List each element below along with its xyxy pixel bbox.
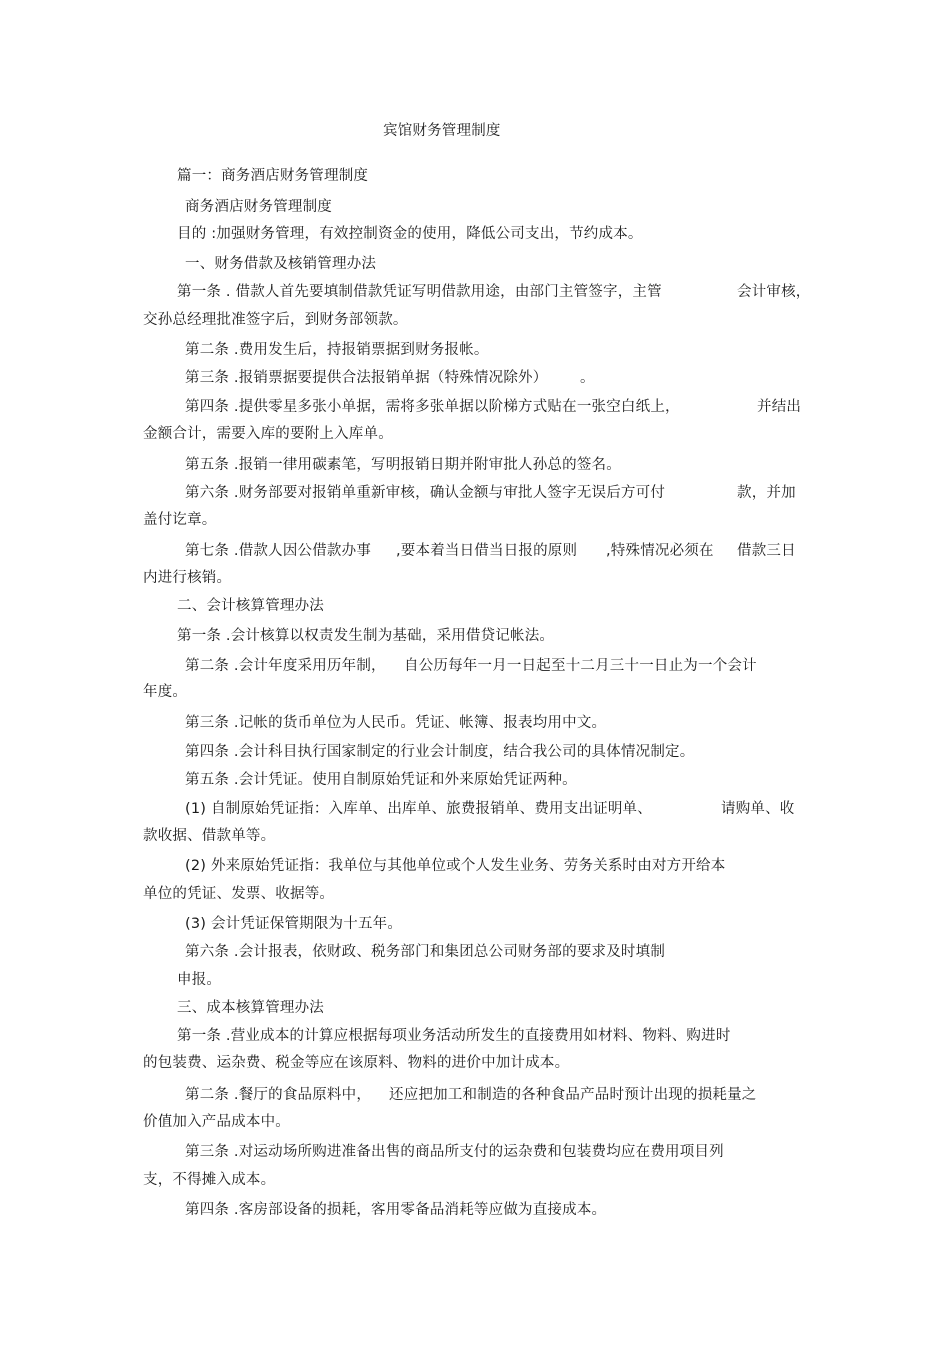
text-line: 单位的凭证、发票、收据等。 [143, 886, 335, 902]
text-line: 商务酒店财务管理制度 [185, 199, 332, 215]
text-line: ,要本着当日借当日报的原则 [396, 543, 578, 559]
text-line: 第二条 .餐厅的食品原料中， [185, 1087, 372, 1103]
text-line: 支，不得摊入成本。 [143, 1172, 276, 1188]
text-line: 请购单、收 [721, 801, 795, 817]
text-line: 并结出 [757, 399, 802, 415]
text-line: 第六条 .会计报表，依财政、税务部门和集团总公司财务部的要求及时填制 [185, 944, 666, 960]
text-line: 年度。 [143, 684, 188, 700]
text-line: 价值加入产品成本中。 [143, 1114, 290, 1130]
text-line: 第七条 .借款人因公借款办事 [185, 543, 372, 559]
text-line: 盖付讫章。 [143, 512, 217, 528]
section-heading: 三、成本核算管理办法 [177, 1000, 324, 1016]
text-line: 第二条 .费用发生后，持报销票据到财务报帐。 [185, 342, 489, 358]
text-line: 内进行核销。 [143, 570, 232, 586]
text-line: 的包装费、运杂费、税金等应在该原料、物料的进价中加计成本。 [143, 1055, 570, 1071]
text-line: 第三条 .对运动场所购进准备出售的商品所支付的运杂费和包装费均应在费用项目列 [185, 1144, 724, 1160]
text-line: 第五条 .报销一律用碳素笔，写明报销日期并附审批人孙总的签名。 [185, 457, 621, 473]
text-line: 目的 :加强财务管理，有效控制资金的使用，降低公司支出，节约成本。 [177, 226, 643, 242]
section-heading: 二、会计核算管理办法 [177, 598, 324, 614]
text-line: 款收据、借款单等。 [143, 828, 276, 844]
text-line: 款，并加 [737, 485, 796, 501]
text-line: 第五条 .会计凭证。使用自制原始凭证和外来原始凭证两种。 [185, 772, 577, 788]
text-line: 还应把加工和制造的各种食品产品时预计出现的损耗量之 [389, 1087, 757, 1103]
text-line: 第一条 .营业成本的计算应根据每项业务活动所发生的直接费用如材料、物料、购进时 [177, 1028, 731, 1044]
text-line: 借款三日 [737, 543, 796, 559]
text-line: 交孙总经理批准签字后，到财务部领款。 [143, 312, 408, 328]
text-line: 第一条 .会计核算以权责发生制为基础，采用借贷记帐法。 [177, 628, 555, 644]
text-line: (1) 自制原始凭证指：入库单、出库单、旅费报销单、费用支出证明单、 [185, 801, 652, 817]
text-line: 。 [580, 370, 595, 386]
text-line: 自公历每年一月一日起至十二月三十一日止为一个会计 [404, 658, 757, 674]
text-line: ,特殊情况必须在 [606, 543, 714, 559]
text-line: 第四条 .客房部设备的损耗，客用零备品消耗等应做为直接成本。 [185, 1202, 607, 1218]
text-line: 第四条 .提供零星多张小单据，需将多张单据以阶梯方式贴在一张空白纸上， [185, 399, 680, 415]
text-line: 会计审核， [737, 284, 811, 300]
text-line: 第一条 . 借款人首先要填制借款凭证写明借款用途，由部门主管签字，主管 [177, 284, 662, 300]
text-line: 第三条 .报销票据要提供合法报销单据（特殊情况除外） [185, 370, 548, 386]
text-line: 第六条 .财务部要对报销单重新审核，确认金额与审批人签字无误后方可付 [185, 485, 666, 501]
text-line: (2) 外来原始凭证指：我单位与其他单位或个人发生业务、劳务关系时由对方开给本 [185, 858, 726, 874]
document-title: 宾馆财务管理制度 [383, 123, 501, 139]
text-line: 第三条 .记帐的货币单位为人民币。凭证、帐簿、报表均用中文。 [185, 715, 607, 731]
text-line: 篇一：商务酒店财务管理制度 [177, 168, 369, 184]
text-line: 第四条 .会计科目执行国家制定的行业会计制度，结合我公司的具体情况制定。 [185, 744, 695, 760]
section-heading: 一、财务借款及核销管理办法 [185, 256, 377, 272]
text-line: 金额合计，需要入库的要附上入库单。 [143, 426, 393, 442]
text-line: (3) 会计凭证保管期限为十五年。 [185, 916, 403, 932]
text-line: 第二条 .会计年度采用历年制， [185, 658, 386, 674]
text-line: 申报。 [177, 972, 222, 988]
